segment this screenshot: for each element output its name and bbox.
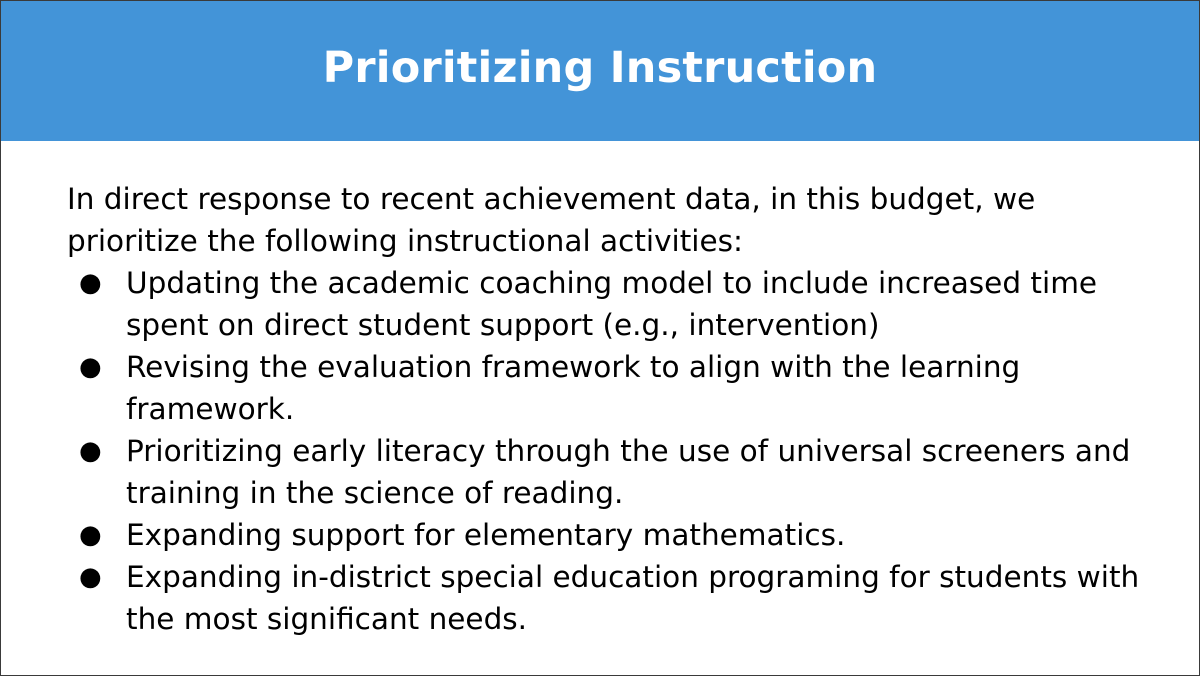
list-item	[67, 514, 1157, 556]
bullet-point-icon: ●	[79, 562, 102, 592]
list-item-text: Expanding support for elementary mathematics.	[126, 518, 846, 552]
list-item-text: Expanding in-district special education programing for students with the most significant needs.	[126, 560, 1140, 636]
slide-body	[67, 178, 1157, 640]
bullet-point-icon: ●	[79, 436, 102, 466]
list-item-text: Updating the academic coaching model to include increased time spent on direct student support (e.g., intervention)	[126, 266, 1098, 342]
bullet-point-icon: ●	[79, 268, 102, 298]
list-item	[67, 556, 1157, 640]
list-item-text: Prioritizing early literacy through the use of universal screeners and training in the science of reading.	[126, 434, 1131, 510]
list-item	[67, 262, 1157, 346]
list-item	[67, 430, 1157, 514]
slide-title: Prioritizing Instruction	[322, 42, 878, 93]
list-item-text: Revising the evaluation framework to align with the learning framework.	[126, 350, 1021, 426]
list-item	[67, 346, 1157, 430]
bullet-point-icon: ●	[79, 520, 102, 550]
bullet-point-icon: ●	[79, 352, 102, 382]
intro-paragraph: In direct response to recent achievement data, in this budget, we prioritize the following instructional activities:	[67, 182, 1036, 258]
priorities-list	[67, 262, 1157, 640]
title-bar	[1, 1, 1199, 141]
